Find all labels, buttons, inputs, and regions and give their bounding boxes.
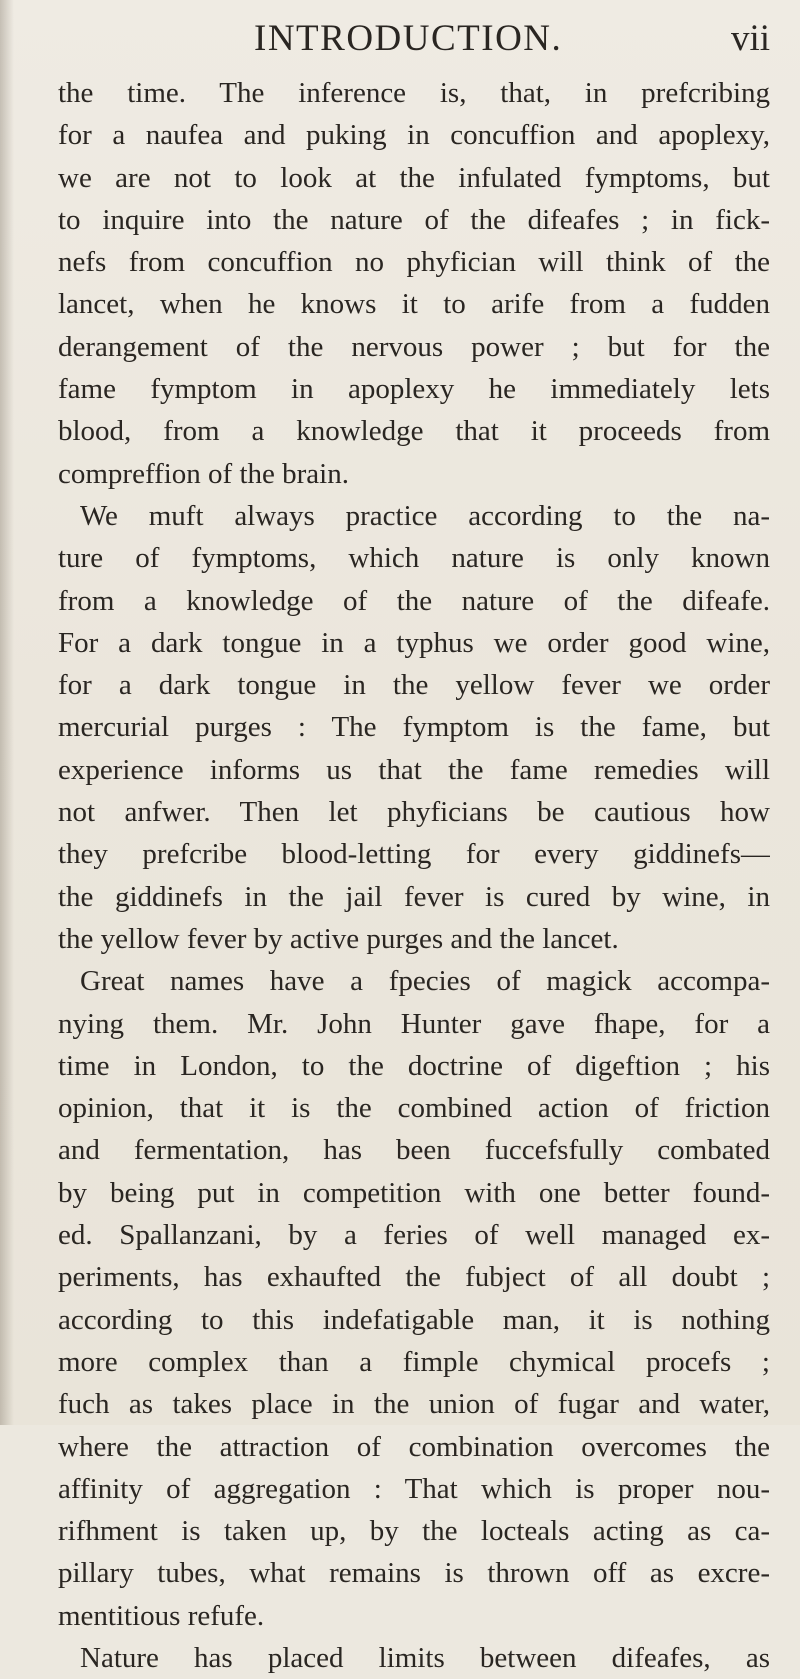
text-line: rifhment is taken up, by the locteals acting as ca- [58, 1515, 770, 1548]
text-line: affinity of aggregation : That which is proper nou- [58, 1472, 770, 1505]
text-line: by being put in competition with one better found- [58, 1176, 770, 1209]
body-text [58, 72, 770, 1679]
text-line: from a knowledge of the nature of the difeafe. [58, 584, 770, 617]
text-line: periments, has exhaufted the fubject of all doubt ; [58, 1261, 770, 1294]
text-line: we are not to look at the infulated fymptoms, but [58, 161, 770, 194]
text-line: mercurial purges : The fymptom is the fame, but [58, 711, 770, 744]
text-line: more complex than a fimple chymical procefs ; [58, 1345, 770, 1378]
text-line: compreffion of the brain. [58, 457, 349, 490]
text-line: For a dark tongue in a typhus we order good wine, [58, 626, 770, 659]
text-line: ture of fymptoms, which nature is only known [58, 542, 770, 575]
text-line: ed. Spallanzani, by a feries of well managed ex- [58, 1219, 770, 1252]
text-line: and fermentation, has been fuccefsfully combated [58, 1134, 770, 1167]
text-line: for a dark tongue in the yellow fever we order [58, 669, 770, 702]
text-line: according to this indefatigable man, it is nothing [58, 1303, 770, 1336]
text-line: the giddinefs in the jail fever is cured by wine, in [58, 880, 770, 913]
text-line: the time. The inference is, that, in prefcribing [58, 77, 770, 109]
text-line: lancet, when he knows it to arife from a fudden [58, 288, 770, 321]
running-head-title: INTRODUCTION. [254, 18, 563, 59]
text-line: to inquire into the nature of the difeafes ; in fick- [58, 203, 770, 236]
text-line: time in London, to the doctrine of digeftion ; his [58, 1049, 770, 1082]
text-line: opinion, that it is the combined action of friction [58, 1092, 770, 1125]
page-number: vii [730, 18, 770, 59]
text-line: nefs from concuffion no phyfician will think of the [58, 246, 770, 279]
text-line: Nature has placed limits between difeafes, as [80, 1641, 770, 1674]
text-line: not anfwer. Then let phyficians be cautious how [58, 796, 770, 829]
text-line: mentitious refufe. [58, 1599, 265, 1632]
text-line: Great names have a fpecies of magick accompa- [80, 965, 770, 998]
text-line: nying them. Mr. John Hunter gave fhape, for a [58, 1007, 770, 1040]
text-line: they prefcribe blood-letting for every giddinefs— [58, 838, 770, 871]
text-line: experience informs us that the fame remedies will [58, 753, 770, 786]
text-line: pillary tubes, what remains is thrown off as excre- [58, 1557, 770, 1590]
text-line: derangement of the nervous power ; but for the [58, 330, 770, 363]
text-line: blood, from a knowledge that it proceeds from [58, 415, 770, 448]
text-line: where the attraction of combination overcomes the [58, 1430, 770, 1463]
running-head [58, 14, 770, 64]
text-line: fuch as takes place in the union of fugar and water, [58, 1388, 770, 1421]
text-line: We muft always practice according to the na- [80, 499, 770, 532]
text-line: for a naufea and puking in concuffion and apoplexy, [58, 119, 770, 152]
spine-shadow [0, 0, 14, 1425]
text-line: fame fymptom in apoplexy he immediately lets [58, 373, 770, 406]
text-line: the yellow fever by active purges and the lancet. [58, 922, 619, 955]
